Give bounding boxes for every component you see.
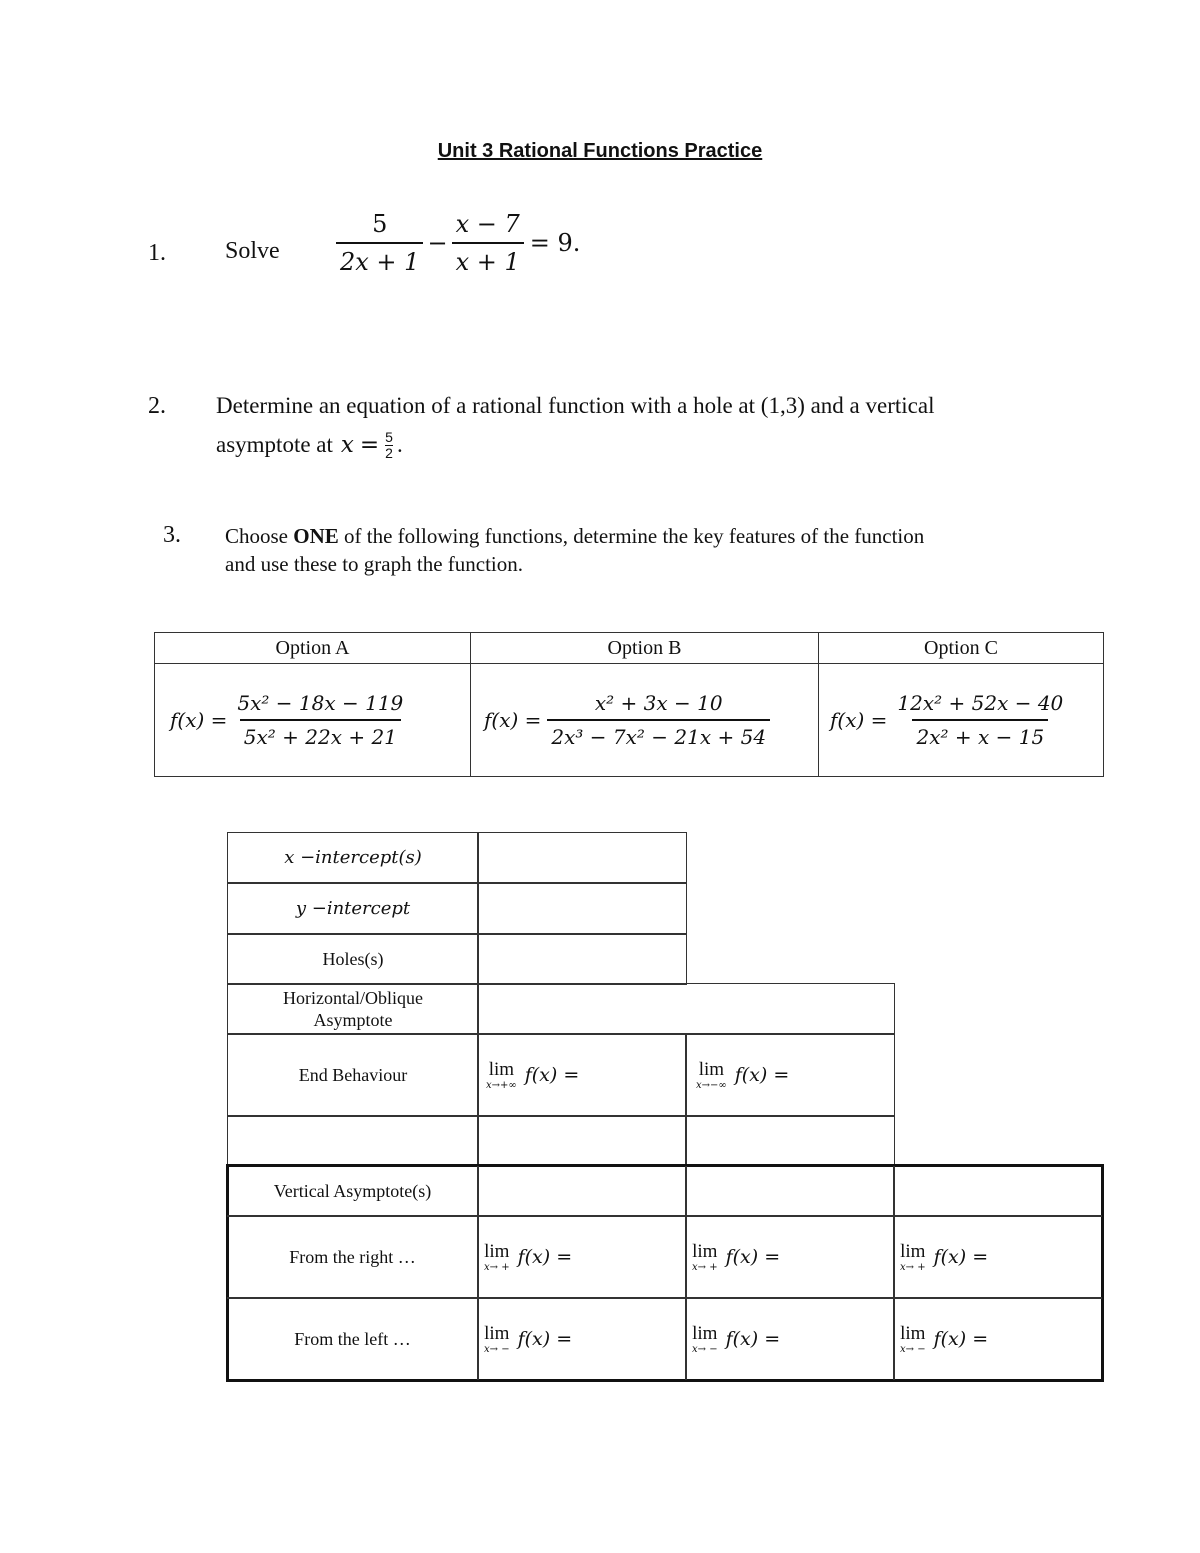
end-behaviour-label: End Behaviour	[227, 1033, 479, 1117]
option-a-header: Option A	[155, 633, 471, 664]
lim-fx: f(x) =	[524, 1064, 580, 1086]
blank-row-cell-3[interactable]	[685, 1115, 895, 1167]
option-b-numerator: x² + 3x − 10	[594, 691, 723, 715]
from-left-3[interactable]	[893, 1297, 1102, 1380]
question-2-equals: =	[359, 432, 380, 458]
lim-left-2	[692, 1323, 718, 1355]
question-3-number: 3.	[163, 522, 181, 548]
va-cell-2[interactable]	[685, 1166, 895, 1217]
holes-label: Holes(s)	[227, 933, 479, 985]
options-table	[154, 632, 1104, 777]
lim-word: lim	[488, 1059, 515, 1080]
x-intercepts-label	[227, 832, 479, 884]
q3-text-b: of the following functions, determine the key features of the function	[338, 524, 925, 548]
lim-subscript: x→+∞	[486, 1080, 517, 1091]
lim-fx: f(x) =	[517, 1328, 573, 1350]
option-b-lhs: f(x) =	[484, 708, 542, 732]
question-3-line-2: and use these to graph the function.	[225, 552, 523, 576]
option-b-header: Option B	[471, 633, 819, 664]
option-c-numerator: 12x² + 52x − 40	[897, 691, 1064, 715]
question-2-line-2	[216, 426, 403, 464]
y-intercept-answer[interactable]	[477, 882, 687, 935]
option-c-header: Option C	[819, 633, 1104, 664]
lim-right-2	[692, 1241, 718, 1273]
end-behaviour-neg-inf[interactable]	[685, 1033, 895, 1117]
lim-left-3	[900, 1323, 926, 1355]
horizontal-oblique-label	[227, 983, 479, 1035]
horizontal-oblique-answer[interactable]	[477, 983, 895, 1035]
lim-word: lim	[484, 1323, 510, 1344]
question-2-prefix: asymptote at	[216, 432, 333, 457]
lim-left-1	[484, 1323, 510, 1355]
options-header-row	[155, 633, 1104, 664]
question-1-equation	[336, 210, 580, 276]
lim-neg-inf	[696, 1059, 727, 1091]
equation-fraction-1	[336, 210, 423, 276]
lim-subscript: x→ +	[484, 1262, 510, 1273]
question-2-fraction	[385, 430, 393, 461]
from-right-3[interactable]	[893, 1215, 1102, 1299]
fraction-numerator: 5	[385, 428, 393, 445]
va-cell-1[interactable]	[477, 1166, 687, 1217]
question-2-period: .	[396, 432, 403, 457]
lim-subscript: x→ +	[900, 1262, 926, 1273]
equation-fraction-2	[452, 210, 524, 276]
fraction-1-denominator: 2x + 1	[336, 242, 423, 276]
blank-row-cell-2[interactable]	[477, 1115, 687, 1167]
options-body-row	[155, 664, 1104, 777]
minus-sign: −	[427, 229, 448, 257]
lim-subscript: x→ −	[692, 1344, 718, 1355]
lim-fx: f(x) =	[517, 1246, 573, 1268]
lim-fx: f(x) =	[933, 1328, 989, 1350]
lim-subscript: x→ +	[692, 1262, 718, 1273]
question-2-number: 2.	[148, 393, 166, 419]
option-a-denominator: 5x² + 22x + 21	[240, 719, 401, 749]
option-c-fraction	[893, 691, 1067, 749]
lim-word: lim	[484, 1241, 510, 1262]
option-c-function	[819, 664, 1104, 777]
horizontal-oblique-line-1: Horizontal/Oblique	[283, 988, 423, 1008]
x-intercepts-text: x −intercept(s)	[284, 847, 422, 868]
option-c-lhs: f(x) =	[830, 708, 888, 732]
option-b-fraction	[547, 691, 770, 749]
lim-subscript: x→ −	[484, 1344, 510, 1355]
lim-pos-inf	[486, 1059, 517, 1091]
va-cell-3[interactable]	[893, 1166, 1102, 1217]
question-1-number: 1.	[148, 240, 166, 266]
q3-text-a: Choose	[225, 524, 294, 548]
blank-row-cell-1[interactable]	[227, 1115, 479, 1167]
option-a-lhs: f(x) =	[170, 708, 228, 732]
fraction-1-numerator: 5	[372, 210, 388, 238]
holes-answer[interactable]	[477, 933, 687, 985]
from-left-2[interactable]	[685, 1297, 895, 1380]
fraction-2-numerator: x − 7	[455, 210, 520, 238]
option-a-fraction	[233, 691, 407, 749]
end-behaviour-pos-inf[interactable]	[477, 1033, 687, 1117]
fraction-2-denominator: x + 1	[452, 242, 524, 276]
fraction-denominator: 2	[385, 444, 393, 461]
lim-word: lim	[900, 1323, 926, 1344]
from-left-1[interactable]	[477, 1297, 687, 1380]
from-right-1[interactable]	[477, 1215, 687, 1299]
lim-word: lim	[692, 1323, 718, 1344]
option-b-denominator: 2x³ − 7x² − 21x + 54	[547, 719, 770, 749]
y-intercept-label	[227, 882, 479, 935]
option-c-denominator: 2x² + x − 15	[912, 719, 1048, 749]
horizontal-oblique-line-2: Asymptote	[313, 1010, 393, 1030]
x-intercepts-answer[interactable]	[477, 832, 687, 884]
lim-right-1	[484, 1241, 510, 1273]
from-left-label: From the left …	[227, 1297, 479, 1380]
from-right-label: From the right …	[227, 1215, 479, 1299]
y-intercept-text: y −intercept	[295, 897, 411, 919]
lim-subscript: x→ −	[900, 1344, 926, 1355]
lim-fx: f(x) =	[933, 1246, 989, 1268]
lim-fx: f(x) =	[725, 1328, 781, 1350]
q3-bold-one: ONE	[293, 524, 339, 548]
lim-word: lim	[692, 1241, 718, 1262]
lim-right-3	[900, 1241, 926, 1273]
lim-subscript: x→−∞	[696, 1080, 727, 1091]
option-a-numerator: 5x² − 18x − 119	[237, 691, 404, 715]
vertical-asymptotes-label: Vertical Asymptote(s)	[227, 1166, 479, 1217]
page-title: Unit 3 Rational Functions Practice	[437, 140, 763, 162]
question-2-line-1: Determine an equation of a rational function with a hole at (1,3) and a vertical	[216, 393, 935, 418]
question-1-text: Solve	[225, 238, 280, 264]
question-2-variable: x	[340, 432, 354, 458]
lim-word: lim	[900, 1241, 926, 1262]
option-b-function	[471, 664, 819, 777]
lim-fx: f(x) =	[734, 1064, 790, 1086]
from-right-2[interactable]	[685, 1215, 895, 1299]
lim-word: lim	[698, 1059, 725, 1080]
lim-fx: f(x) =	[725, 1246, 781, 1268]
question-3-line-1	[225, 522, 924, 550]
option-a-function	[155, 664, 471, 777]
equation-rhs: = 9.	[529, 229, 581, 257]
